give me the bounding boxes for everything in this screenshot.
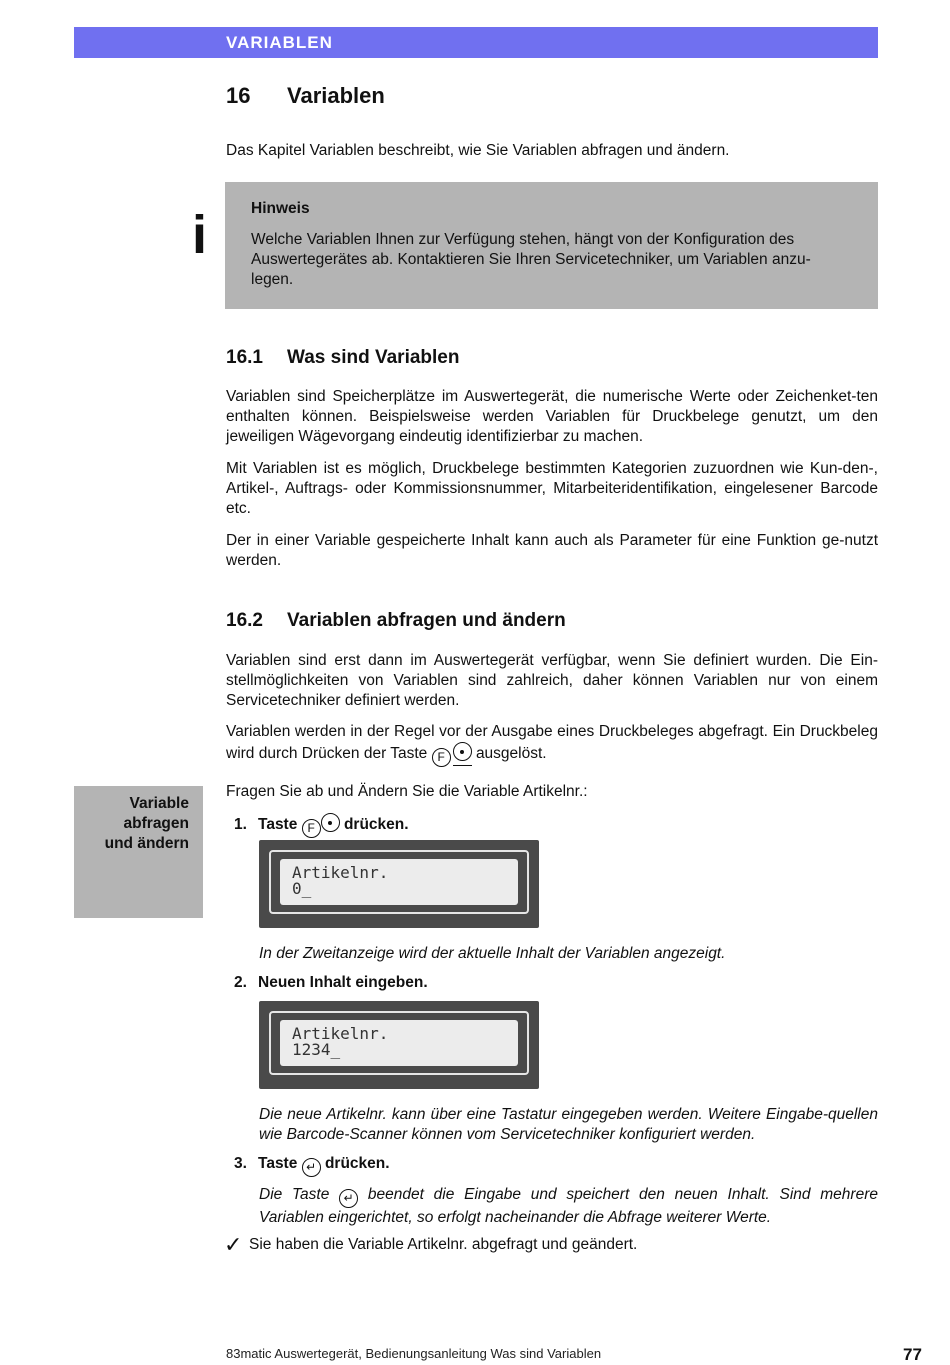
display-screen xyxy=(280,859,518,905)
section-title: Variablen abfragen und ändern xyxy=(287,610,566,631)
paragraph: Mit Variablen ist es möglich, Druckbelege bestimmten Kategorien zuzuordnen wie Kun-den-, Artikel-, Auftrags- oder Kommissionsnummer, Mitarbeiteridentifikation, eingelesener Barcode etc. xyxy=(226,460,878,517)
display-panel xyxy=(259,840,539,928)
section-heading-16-2 xyxy=(226,610,566,632)
info-icon: i xyxy=(192,205,208,265)
step-result: Die Taste ↵ beendet die Eingabe und speichert den neuen Inhalt. Sind mehrere Variablen eingerichtet, so erfolgt nacheinander die Abfrage weiterer Werte. xyxy=(259,1186,878,1226)
section-number: 16.2 xyxy=(226,610,263,631)
paragraph: Variablen sind erst dann im Auswertegerät verfügbar, wenn Sie definiert wurden. Die Ein-stellmöglichkeiten von Variablen sind zahlreich, daher können Variablen nur von einem Servicetechniker definiert werden. xyxy=(226,652,878,709)
check-icon: ✓ xyxy=(224,1232,243,1257)
step-1: 1. Taste F drücken. xyxy=(234,813,409,838)
section-title: Was sind Variablen xyxy=(287,347,460,368)
final-result: Sie haben die Variable Artikelnr. abgefragt und geändert. xyxy=(249,1236,638,1253)
chapter-heading xyxy=(226,83,385,109)
f-key-icon: F xyxy=(432,748,451,767)
side-label: Variable abfragen und ändern xyxy=(104,795,189,852)
print-key-icon xyxy=(321,813,340,832)
paragraph: Der in einer Variable gespeicherte Inhalt kann auch als Parameter für eine Funktion ge-nutzt werden. xyxy=(226,532,878,569)
note-title: Hinweis xyxy=(251,200,310,217)
section-number: 16.1 xyxy=(226,347,263,368)
note-line: Auswertegerätes ab. Kontaktieren Sie Ihren Servicetechniker, um Variablen anzu- xyxy=(251,251,811,268)
paragraph-text: Variablen werden in der Regel vor der Ausgabe eines Druckbeleges abgefragt. Ein Druckbeleg wird durch Drücken der Taste xyxy=(226,723,878,762)
note-text xyxy=(251,230,851,290)
step-2: 2. Neuen Inhalt eingeben. xyxy=(234,974,428,991)
note-line: legen. xyxy=(251,271,294,288)
section-heading-16-1 xyxy=(226,347,459,369)
paragraph-print-key xyxy=(226,722,878,767)
paragraph-text: ausgelöst. xyxy=(475,745,547,762)
paragraph: Variablen sind Speicherplätze im Auswertegerät, die numerische Werte oder Zeichenket-ten enthalten können. Beispielsweise werden Variablen für Druckbelege genutzt, um den jeweiligen Wägevorgang eindeutig identifizierbar zu machen. xyxy=(226,388,878,445)
display-line: Artikelnr. xyxy=(292,1024,389,1043)
section-header-title: VARIABLEN xyxy=(226,33,333,52)
display-line: 0_ xyxy=(292,879,312,898)
step-result: Die neue Artikelnr. kann über eine Tastatur eingegeben werden. Weitere Eingabe-quellen wie Barcode-Scanner können vom Servicetechniker konfiguriert werden. xyxy=(259,1106,878,1143)
section-header-bar xyxy=(74,27,878,58)
display-screen xyxy=(280,1020,518,1066)
display-panel xyxy=(259,1001,539,1089)
note-box xyxy=(225,182,878,309)
step-result: In der Zweitanzeige wird der aktuelle Inhalt der Variablen angezeigt. xyxy=(259,945,726,962)
chapter-intro: Das Kapitel Variablen beschreibt, wie Sie Variablen abfragen und ändern. xyxy=(226,142,730,159)
f-key-icon: F xyxy=(302,819,321,838)
display-line: 1234_ xyxy=(292,1040,341,1059)
enter-key-icon: ↵ xyxy=(302,1158,321,1177)
print-key-icon xyxy=(453,742,472,761)
procedure-intro: Fragen Sie ab und Ändern Sie die Variable Artikelnr.: xyxy=(226,783,588,800)
enter-key-icon: ↵ xyxy=(339,1189,358,1208)
footer-text: 83matic Auswertegerät, Bedienungsanleitung Was sind Variablen xyxy=(226,1346,602,1361)
step-3: 3. Taste ↵ drücken. xyxy=(234,1155,390,1177)
note-line: Welche Variablen Ihnen zur Verfügung stehen, hängt von der Konfiguration des xyxy=(251,231,795,248)
chapter-number: 16 xyxy=(226,83,251,108)
page-number: 77 xyxy=(903,1345,922,1364)
display-line: Artikelnr. xyxy=(292,863,389,882)
chapter-title: Variablen xyxy=(287,83,385,108)
side-label-box xyxy=(74,786,203,918)
